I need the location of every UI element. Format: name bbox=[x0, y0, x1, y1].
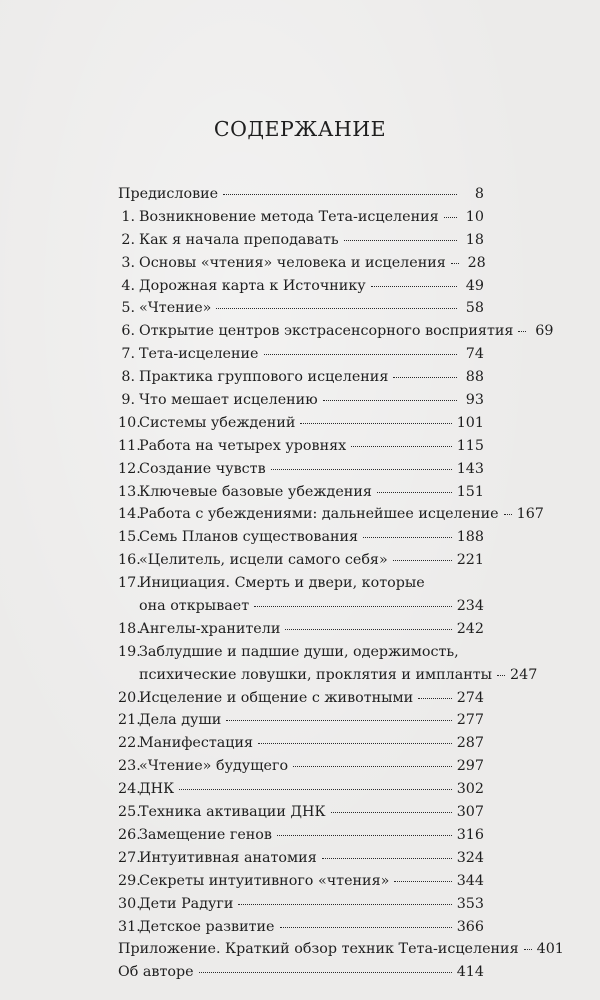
toc-entry-title: психические ловушки, проклятия и импланты bbox=[139, 666, 493, 683]
toc-page-number: 69 bbox=[535, 323, 554, 340]
toc-entry-number: 27. bbox=[118, 849, 141, 866]
toc-entry-title: Дела души bbox=[139, 712, 222, 729]
toc-entry-number: 29. bbox=[118, 872, 141, 889]
toc-entry-title: Дорожная карта к Источнику bbox=[139, 277, 366, 294]
toc-entry bbox=[118, 481, 484, 504]
toc-entry bbox=[118, 916, 484, 939]
table-of-contents bbox=[118, 183, 564, 984]
dot-leader bbox=[524, 949, 532, 950]
toc-entry-title: Об авторе bbox=[118, 964, 194, 981]
toc-entry bbox=[118, 343, 484, 366]
toc-entry-number: 12. bbox=[118, 460, 141, 477]
toc-entry-title: ДНК bbox=[139, 781, 175, 798]
toc-page-number: 49 bbox=[465, 277, 484, 294]
toc-entry bbox=[118, 641, 538, 687]
toc-entry bbox=[118, 183, 484, 206]
toc-entry bbox=[118, 801, 484, 824]
toc-entry-number: 30. bbox=[118, 895, 141, 912]
toc-entry bbox=[118, 206, 484, 229]
dot-leader bbox=[300, 423, 451, 424]
toc-page-number: 242 bbox=[456, 620, 484, 637]
dot-leader bbox=[285, 629, 451, 630]
toc-entry bbox=[118, 252, 484, 275]
dot-leader bbox=[258, 743, 452, 744]
toc-entry-number: 25. bbox=[118, 804, 141, 821]
toc-entry-title: Работа на четырех уровнях bbox=[139, 437, 347, 454]
toc-entry-title: Заблудшие и падшие души, одержимость, bbox=[139, 643, 459, 660]
toc-entry-number: 23. bbox=[118, 758, 141, 775]
dot-leader bbox=[363, 537, 452, 538]
toc-entry-number: 7. bbox=[121, 346, 135, 363]
toc-entry bbox=[118, 389, 484, 412]
toc-entry-title: Дети Радуги bbox=[139, 895, 234, 912]
toc-entry bbox=[118, 412, 484, 435]
dot-leader bbox=[216, 308, 457, 309]
toc-entry-number: 31. bbox=[118, 918, 141, 935]
toc-entry-title: «Чтение» bbox=[139, 300, 212, 317]
dot-leader bbox=[518, 331, 526, 332]
toc-entry-title: Создание чувств bbox=[139, 460, 266, 477]
toc-entry-title: Исцеление и общение с животными bbox=[139, 689, 414, 706]
dot-leader bbox=[344, 240, 457, 241]
toc-entry bbox=[118, 458, 484, 481]
toc-entry-title: она открывает bbox=[139, 598, 250, 615]
toc-entry-title: Предисловие bbox=[118, 186, 219, 202]
toc-entry bbox=[118, 687, 484, 710]
toc-entry-title: Приложение. Краткий обзор техник Тета-исцеления bbox=[118, 941, 519, 958]
dot-leader bbox=[223, 194, 457, 195]
dot-leader bbox=[393, 377, 457, 378]
toc-page-number: 101 bbox=[456, 414, 484, 431]
toc-page-number: 324 bbox=[456, 849, 484, 866]
toc-entry-number: 21. bbox=[118, 712, 141, 729]
toc-entry-number: 14. bbox=[118, 506, 141, 523]
toc-page-number: 221 bbox=[456, 552, 484, 569]
toc-entry bbox=[118, 366, 484, 389]
toc-page-number: 28 bbox=[467, 254, 486, 271]
toc-page-number: 302 bbox=[456, 781, 484, 798]
toc-entry-number: 6. bbox=[121, 323, 135, 340]
dot-leader bbox=[351, 446, 452, 447]
toc-entry bbox=[118, 778, 484, 801]
toc-page-number: 297 bbox=[456, 758, 484, 775]
dot-leader bbox=[451, 263, 459, 264]
dot-leader bbox=[371, 286, 457, 287]
toc-page-number: 247 bbox=[510, 666, 538, 683]
dot-leader bbox=[323, 400, 457, 401]
dot-leader bbox=[280, 927, 452, 928]
dot-leader bbox=[322, 858, 452, 859]
dot-leader bbox=[504, 514, 512, 515]
toc-entry-title: Инициация. Смерть и двери, которые bbox=[139, 575, 425, 592]
toc-entry-number: 4. bbox=[121, 277, 135, 294]
toc-page-number: 88 bbox=[465, 369, 484, 386]
dot-leader bbox=[393, 560, 452, 561]
toc-entry-number: 15. bbox=[118, 529, 141, 546]
toc-entry bbox=[118, 503, 544, 526]
toc-entry-number: 9. bbox=[121, 392, 135, 409]
toc-entry-number: 18. bbox=[118, 620, 141, 637]
toc-entry-title: Как я начала преподавать bbox=[139, 231, 339, 248]
toc-entry bbox=[118, 435, 484, 458]
toc-entry-title: Секреты интуитивного «чтения» bbox=[139, 872, 390, 889]
toc-entry-title: Основы «чтения» человека и исцеления bbox=[139, 254, 446, 271]
toc-entry-title: Ангелы-хранители bbox=[139, 620, 281, 637]
toc-entry-number: 11. bbox=[118, 437, 141, 454]
toc-entry-title: Тета-исцеление bbox=[139, 346, 259, 363]
toc-page-number: 234 bbox=[456, 598, 484, 615]
toc-entry-number: 3. bbox=[121, 254, 135, 271]
toc-entry-title: Практика группового исцеления bbox=[139, 369, 389, 386]
toc-page-number: 188 bbox=[456, 529, 484, 546]
toc-entry bbox=[118, 732, 484, 755]
dot-leader bbox=[394, 881, 451, 882]
toc-entry bbox=[118, 320, 554, 343]
toc-entry bbox=[118, 961, 484, 984]
toc-entry-title: Возникновение метода Тета-исцеления bbox=[139, 208, 439, 225]
toc-entry-number: 8. bbox=[121, 369, 135, 386]
toc-page-number: 10 bbox=[465, 208, 484, 225]
toc-entry-title: Открытие центров экстрасенсорного восприятия bbox=[139, 323, 514, 340]
toc-page-number: 18 bbox=[465, 231, 484, 248]
dot-leader bbox=[254, 606, 452, 607]
toc-page-number: 93 bbox=[465, 392, 484, 409]
dot-leader bbox=[264, 354, 457, 355]
toc-entry-number: 10. bbox=[118, 414, 141, 431]
toc-entry bbox=[118, 549, 484, 572]
toc-page-number: 115 bbox=[456, 437, 484, 454]
dot-leader bbox=[226, 720, 451, 721]
dot-leader bbox=[238, 904, 451, 905]
toc-entry-number: 19. bbox=[118, 643, 141, 660]
toc-entry-title: Техника активации ДНК bbox=[139, 804, 326, 821]
toc-entry-number: 13. bbox=[118, 483, 141, 500]
toc-entry-number: 17. bbox=[118, 575, 141, 592]
dot-leader bbox=[277, 835, 452, 836]
dot-leader bbox=[377, 492, 452, 493]
dot-leader bbox=[199, 972, 452, 973]
toc-entry bbox=[118, 275, 484, 298]
toc-entry-number: 16. bbox=[118, 552, 141, 569]
toc-entry-number: 1. bbox=[121, 208, 135, 225]
toc-entry-number: 20. bbox=[118, 689, 141, 706]
toc-entry-title: Манифестация bbox=[139, 735, 254, 752]
toc-entry bbox=[118, 297, 484, 320]
toc-entry-number: 24. bbox=[118, 781, 141, 798]
dot-leader bbox=[497, 675, 505, 676]
toc-entry-title: Работа с убеждениями: дальнейшее исцеление bbox=[139, 506, 499, 523]
toc-entry-title: Ключевые базовые убеждения bbox=[139, 483, 372, 500]
toc-entry bbox=[118, 755, 484, 778]
toc-page-number: 316 bbox=[456, 826, 484, 843]
toc-entry-title: Замещение генов bbox=[139, 826, 272, 843]
toc-entry bbox=[118, 618, 484, 641]
toc-entry-title: Семь Планов существования bbox=[139, 529, 359, 546]
dot-leader bbox=[271, 469, 452, 470]
toc-page-number: 353 bbox=[456, 895, 484, 912]
toc-entry bbox=[118, 824, 484, 847]
dot-leader bbox=[331, 812, 452, 813]
toc-entry-title: Детское развитие bbox=[139, 918, 275, 935]
toc-page-number: 167 bbox=[516, 506, 544, 523]
toc-page-number: 8 bbox=[474, 186, 484, 202]
toc-page-number: 74 bbox=[465, 346, 484, 363]
dot-leader bbox=[179, 789, 452, 790]
toc-entry-number: 26. bbox=[118, 826, 141, 843]
page-title: СОДЕРЖАНИЕ bbox=[213, 117, 387, 141]
toc-entry-number: 22. bbox=[118, 735, 141, 752]
toc-page-number: 277 bbox=[456, 712, 484, 729]
toc-page-number: 307 bbox=[456, 804, 484, 821]
toc-entry-title: Интуитивная анатомия bbox=[139, 849, 317, 866]
toc-page-number: 58 bbox=[465, 300, 484, 317]
dot-leader bbox=[293, 766, 452, 767]
toc-page-number: 151 bbox=[456, 483, 484, 500]
dot-leader bbox=[444, 217, 457, 218]
toc-page-number: 143 bbox=[456, 460, 484, 477]
toc-page-number: 344 bbox=[456, 872, 484, 889]
toc-entry bbox=[118, 526, 484, 549]
toc-entry-title: «Чтение» будущего bbox=[139, 758, 289, 775]
toc-entry bbox=[118, 870, 484, 893]
toc-entry bbox=[118, 229, 484, 252]
toc-entry-title: «Целитель, исцели самого себя» bbox=[139, 552, 388, 569]
toc-entry-number: 5. bbox=[121, 300, 135, 317]
toc-entry bbox=[118, 709, 484, 732]
toc-entry bbox=[118, 938, 564, 961]
toc-entry bbox=[118, 893, 484, 916]
toc-entry-title: Что мешает исцелению bbox=[139, 392, 318, 409]
toc-entry-title: Системы убеждений bbox=[139, 414, 296, 431]
toc-page-number: 414 bbox=[456, 964, 484, 981]
toc-entry bbox=[118, 572, 484, 618]
toc-page-number: 287 bbox=[456, 735, 484, 752]
toc-entry-number: 2. bbox=[121, 231, 135, 248]
dot-leader bbox=[418, 698, 452, 699]
toc-page-number: 366 bbox=[456, 918, 484, 935]
toc-page-number: 274 bbox=[456, 689, 484, 706]
toc-entry bbox=[118, 847, 484, 870]
toc-page-number: 401 bbox=[536, 941, 564, 958]
